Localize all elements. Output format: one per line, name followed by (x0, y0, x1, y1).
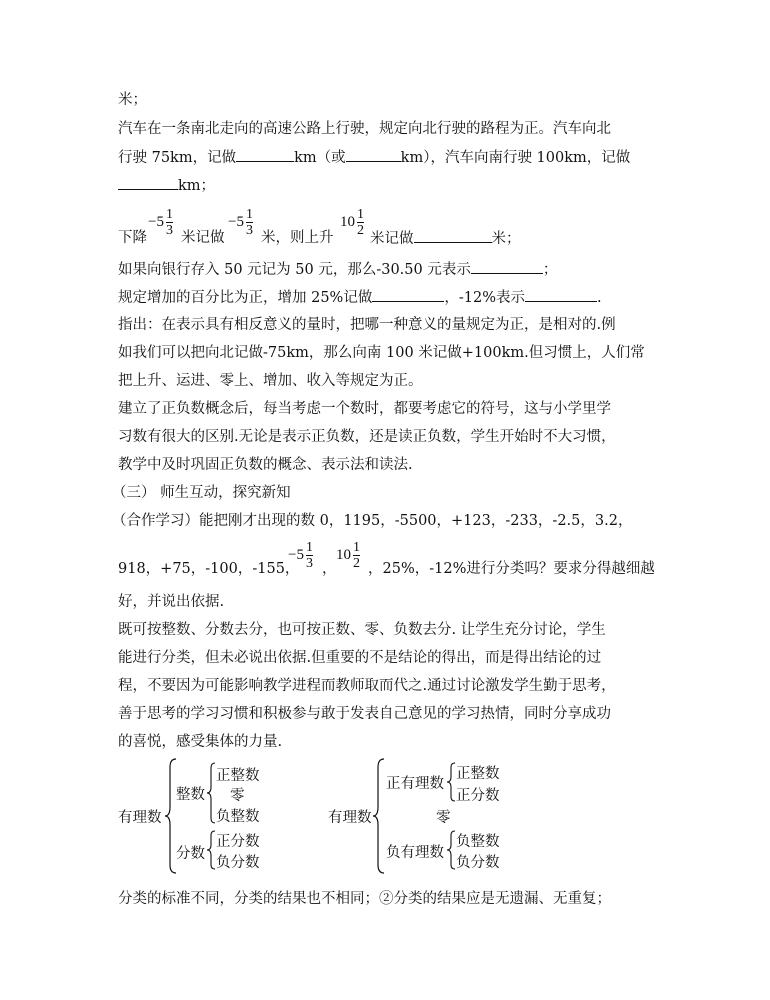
fill-blank (372, 287, 444, 302)
text-line (118, 592, 224, 612)
text: 把上升、运进、零上、增加、收入等规定为正。 (118, 373, 423, 389)
denominator: 3 (305, 556, 313, 571)
tree-leaf: 正分数 (216, 834, 260, 850)
numerator: 1 (353, 540, 360, 555)
text-line (118, 90, 147, 110)
text: 918，+75，-100，-155， (118, 561, 300, 577)
tree-group-negative: 负有理数 (386, 845, 444, 861)
denominator: 3 (165, 223, 173, 238)
text-line (370, 228, 521, 249)
tree-leaf: 负分数 (216, 855, 260, 871)
text: . (596, 290, 602, 306)
tree-group-positive: 正有理数 (386, 776, 444, 792)
mixed-whole: −5 (228, 214, 244, 230)
text: 程，不要因为可能影响教学进程而教师取而代之.通过讨论激发学生勤于思考， (118, 678, 616, 694)
mixed-number (288, 540, 315, 571)
text-line (322, 559, 337, 579)
text: 米； (491, 231, 521, 247)
text: 米，则上升 (261, 230, 334, 246)
section-heading (112, 483, 291, 503)
mixed-number (336, 540, 362, 571)
text-line (118, 315, 616, 335)
tree-root: 有理数 (118, 810, 162, 826)
text: 如果向银行存入 50 元记为 50 元，那么-30.50 元表示 (118, 262, 471, 278)
text-line (118, 676, 616, 696)
text-line (118, 889, 611, 909)
text-line (118, 559, 299, 579)
text-line (261, 228, 334, 248)
denominator: 2 (353, 556, 360, 571)
text: 习数有很大的区别.无论是表示正负数，还是读正负数，学生开始时不大习惯， (118, 429, 616, 445)
text: （合作学习）能把刚才出现的数 0，1195，-5500，+123，-233，-2.5，3.2， (112, 513, 633, 529)
left-brace-icon (446, 830, 456, 870)
tree-group-fractions: 分数 (176, 846, 205, 862)
tree-leaf: 正分数 (456, 788, 500, 804)
text: 既可按整数、分数去分，也可按正数、零、负数去分. 让学生充分讨论，学生 (118, 622, 606, 638)
text: km），汽车向南行驶 100km，记做 (400, 150, 631, 166)
text: km（或 (294, 150, 346, 166)
denominator: 2 (357, 223, 364, 238)
text-line (368, 559, 655, 579)
text-line (118, 704, 611, 724)
text-line (118, 287, 602, 308)
mixed-whole: −5 (148, 214, 164, 230)
text-line (118, 259, 557, 280)
text-line (118, 228, 147, 248)
fill-blank (118, 175, 178, 190)
text-line (118, 371, 423, 391)
mixed-number (228, 207, 255, 238)
text: 的喜悦，感受集体的力量. (118, 734, 283, 750)
text-line (118, 620, 606, 640)
text: （三） 师生互动，探究新知 (112, 485, 291, 501)
tree-leaf: 正整数 (216, 768, 260, 784)
left-brace-icon (206, 830, 216, 870)
tree-leaf: 正整数 (456, 766, 500, 782)
text: 好，并说出依据. (118, 594, 225, 610)
denominator: 3 (245, 223, 253, 238)
mixed-number (340, 207, 366, 238)
text: 米记做 (181, 230, 225, 246)
numerator: 1 (357, 207, 364, 222)
text: 如我们可以把向北记做-75km，那么向南 100 米记做+100km.但习惯上，人们常 (118, 345, 645, 361)
numerator: 1 (305, 540, 313, 555)
text-line (118, 343, 645, 363)
mixed-whole: 10 (340, 214, 355, 230)
text: 米； (118, 92, 147, 108)
tree-leaf: 负分数 (456, 855, 500, 871)
text: 下降 (118, 230, 147, 246)
numerator: 1 (245, 207, 253, 222)
text: 汽车在一条南北走向的高速公路上行驶，规定向北行驶的路程为正。汽车向北 (118, 121, 611, 137)
tree-root: 有理数 (328, 810, 372, 826)
fraction (246, 207, 253, 238)
text: 行驶 75km，记做 (118, 150, 237, 166)
text: 指出：在表示具有相反意义的量时，把哪一种意义的量规定为正，是相对的.例 (118, 317, 616, 333)
text-line (118, 147, 630, 168)
fill-blank (346, 147, 401, 162)
fraction (353, 540, 360, 571)
numerator: 1 (165, 207, 173, 222)
left-brace-icon (372, 757, 386, 875)
text-line (112, 511, 632, 531)
text-line (118, 427, 616, 447)
tree-leaf: 负整数 (216, 809, 260, 825)
text-line (118, 455, 413, 475)
fraction (166, 207, 173, 238)
text: 规定增加的百分比为正，增加 25%记做 (118, 290, 373, 306)
text: ，-12%表示 (444, 290, 525, 306)
text-line (181, 228, 225, 248)
text-line (118, 119, 611, 139)
fill-blank (414, 228, 492, 243)
text-line (118, 648, 601, 668)
fraction (357, 207, 364, 238)
fill-blank (525, 287, 597, 302)
text: 教学中及时巩固正负数的概念、表示法和读法. (118, 457, 413, 473)
left-brace-icon (206, 762, 216, 824)
text-line (118, 399, 611, 419)
text: ， (322, 561, 337, 577)
text: 能进行分类，但未必说出依据.但重要的不是结论的得出，而是得出结论的过 (118, 650, 602, 666)
text: ； (542, 262, 558, 278)
mixed-whole: −5 (288, 547, 304, 563)
tree-leaf: 零 (230, 788, 245, 804)
fill-blank (471, 259, 543, 274)
text-line (118, 732, 282, 752)
text: 分类的标准不同，分类的结果也不相同；②分类的结果应是无遗漏、无重复； (118, 891, 611, 907)
text: km； (178, 178, 216, 194)
text: 善于思考的学习习惯和积极参与敢于发表自己意见的学习热情，同时分享成功 (118, 706, 611, 722)
text: 米记做 (370, 231, 414, 247)
fraction (306, 540, 313, 571)
text-line (118, 175, 215, 196)
left-brace-icon (446, 762, 456, 802)
text: 建立了正负数概念后，每当考虑一个数时，都要考虑它的符号，这与小学里学 (118, 401, 611, 417)
tree-leaf: 负整数 (456, 834, 500, 850)
text: ，25%，-12%进行分类吗？要求分得越细越 (368, 561, 655, 577)
tree-group-integers: 整数 (176, 787, 205, 803)
tree-leaf-zero: 零 (436, 810, 451, 826)
mixed-number (148, 207, 175, 238)
fill-blank (236, 147, 294, 162)
mixed-whole: 10 (336, 547, 351, 563)
